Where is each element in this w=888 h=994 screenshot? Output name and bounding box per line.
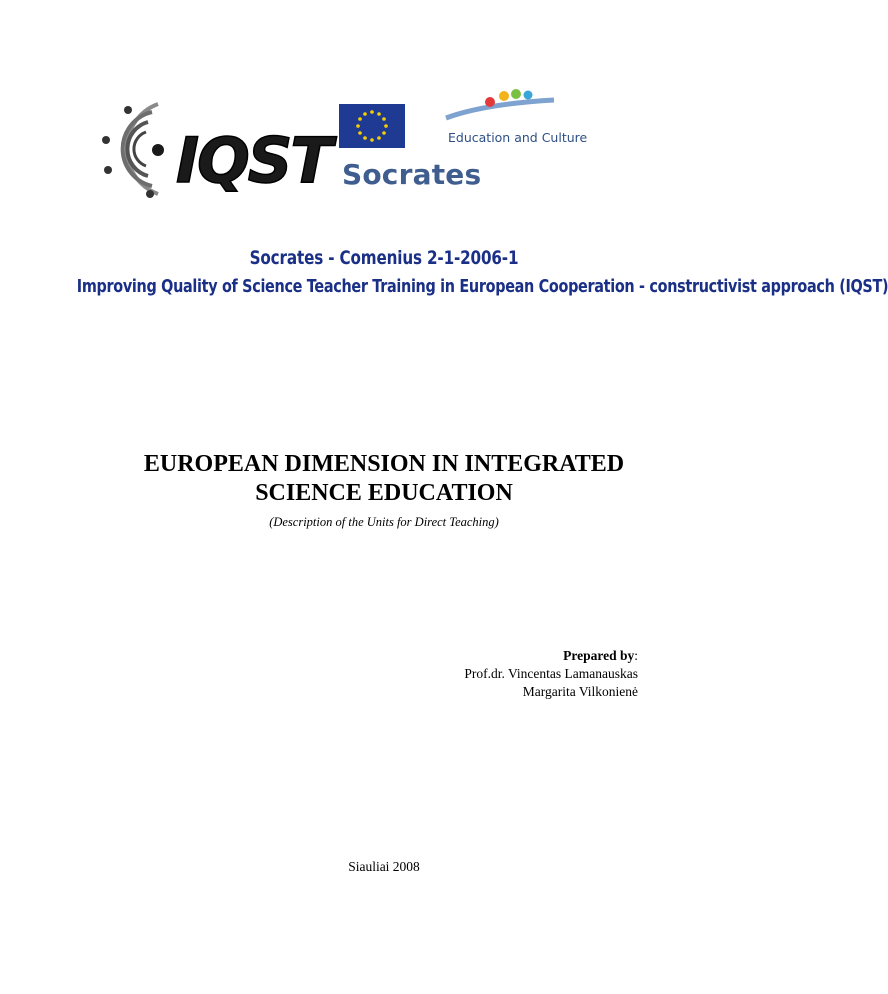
education-culture-text: Education and Culture	[448, 130, 588, 145]
document-subtitle: (Description of the Units for Direct Teaching)	[269, 515, 499, 529]
project-title-banner: Improving Quality of Science Teacher Training in European Cooperation - constructivist approach (IQST)	[76, 276, 888, 297]
document-title-line-2: SCIENCE EDUCATION	[255, 480, 513, 506]
author-1: Prof.dr. Vincentas Lamanauskas	[464, 666, 638, 681]
iqst-logo-text: IQST	[176, 124, 331, 197]
author-2: Margarita Vilkonienė	[522, 684, 638, 699]
document-title	[84, 450, 684, 508]
education-culture-logo	[444, 86, 556, 126]
socrates-logo-text: Socrates	[342, 158, 482, 191]
iqst-logo	[98, 90, 331, 202]
prepared-by-block	[464, 647, 638, 701]
place-and-year: Siauliai 2008	[348, 859, 420, 874]
prepared-by-label: Prepared by	[563, 648, 635, 663]
eu-flag-logo	[339, 104, 405, 148]
document-title-line-1: EUROPEAN DIMENSION IN INTEGRATED	[143, 451, 625, 477]
prepared-by-colon: :	[634, 648, 638, 663]
project-code-banner: Socrates - Comenius 2-1-2006-1	[249, 247, 519, 269]
prepared-by-label-line	[464, 647, 638, 665]
